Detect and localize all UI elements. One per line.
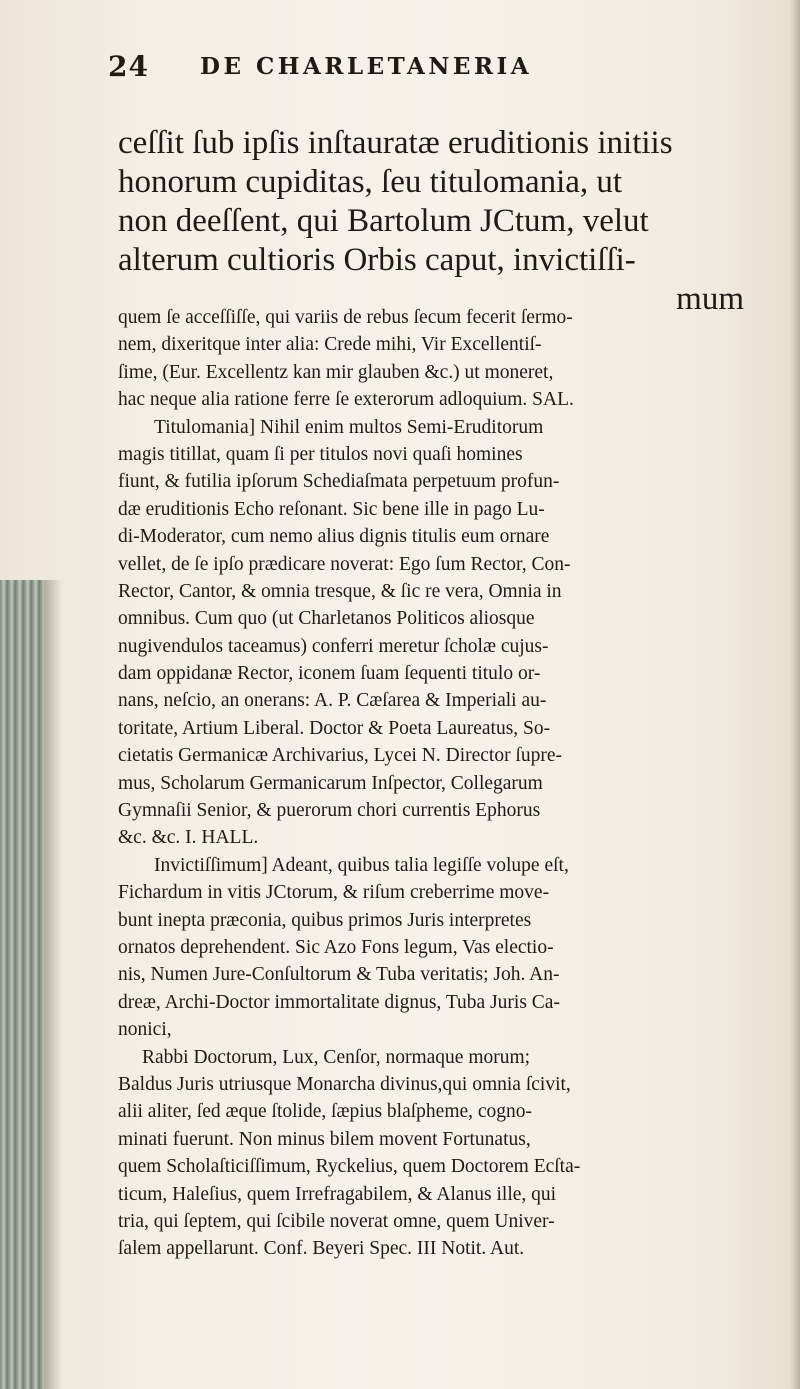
main-text-line: non deeſſent, qui Bartolum JCtum, velut [118,203,649,239]
commentary-line: dam oppidanæ Rector, iconem ſuam ſequenti titulo or- [118,663,541,685]
commentary-block [118,304,768,1263]
commentary-line: ornatos deprehendent. Sic Azo Fons legum, Vas electio- [118,936,554,958]
commentary-line: Baldus Juris utriusque Monarcha divinus,qui omnia ſcivit, [118,1073,571,1095]
commentary-line: hac neque alia ratione ferre ſe exterorum adloquium. SAL. [118,389,574,411]
page-edge-shadow [790,0,800,1389]
main-text-line: honorum cupiditas, ſeu titulomania, ut [118,164,623,200]
commentary-line: nis, Numen Jure-Conſultorum & Tuba veritatis; Joh. An- [118,964,560,986]
commentary-line: fiunt, & futilia ipſorum Schediaſmata perpetuum profun- [118,471,560,493]
commentary-line: magis titillat, quam ſi per titulos novi quaſi homines [118,443,523,465]
commentary-line: Gymnaſii Senior, & puerorum chori currentis Ephorus [118,800,541,822]
commentary-line: quem ſe acceſſiſſe, qui variis de rebus ſecum fecerit ſermo- [118,307,573,328]
commentary-line: bunt inepta præconia, quibus primos Juris interpretes [118,909,532,931]
main-text-line: mum [676,281,744,317]
commentary-line: dreæ, Archi-Doctor immortalitate dignus, Tuba Juris Ca- [118,991,560,1013]
commentary-line: nugivendulos taceamus) conferri meretur ſcholæ cujus- [118,635,549,657]
commentary-line: vellet, de ſe ipſo prædicare noverat: Ego ſum Rector, Con- [118,553,571,575]
main-text-block [118,124,758,319]
commentary-line: toritate, Artium Liberal. Doctor & Poeta Laureatus, So- [118,717,551,739]
book-binding-edge [0,580,44,1389]
page-header [108,50,708,90]
commentary-line: nans, neſcio, an onerans: A. P. Cæſarea & Imperiali au- [118,690,547,712]
main-text-line: alterum cultioris Orbis caput, invictiſſi- [118,242,636,278]
commentary-line: nem, dixeritque inter alia: Crede mihi, Vir Excellentiſ- [118,334,542,356]
commentary-line: ſime, (Eur. Excellentz kan mir glauben &c.) ut moneret, [118,361,554,383]
commentary-line: ticum, Haleſius, quem Irrefragabilem, & Alanus ille, qui [118,1183,557,1205]
main-text-line: ceſſit ſub ipſis inſtauratæ eruditionis initiis [118,125,673,161]
commentary-line: tria, qui ſeptem, qui ſcibile noverat omne, quem Univer- [118,1210,555,1232]
commentary-line: alii aliter, ſed æque ſtolide, ſæpius blaſpheme, cogno- [118,1101,533,1123]
page-number: 24 [108,50,149,83]
commentary-line: di-Moderator, cum nemo alius dignis titulis eum ornare [118,526,550,548]
running-head: DE CHARLETANERIA [200,53,533,80]
commentary-line: ſalem appellarunt. Conf. Beyeri Spec. III Notit. Aut. [118,1238,525,1260]
commentary-line: Invictiſſimum] Adeant, quibus talia legiſſe volupe eſt, [154,854,569,876]
binding-shadow [44,580,62,1389]
commentary-line: cietatis Germanicæ Archivarius, Lycei N. Director ſupre- [118,745,563,767]
commentary-line: &c. &c. I. HALL. [118,827,259,849]
commentary-line: omnibus. Cum quo (ut Charletanos Politicos aliosque [118,608,535,630]
commentary-line: Fichardum in vitis JCtorum, & riſum creberrime move- [118,882,550,904]
commentary-line: mus, Scholarum Germanicarum Inſpector, Collegarum [118,772,543,794]
commentary-line: nonici, [118,1019,172,1041]
commentary-line: minati fuerunt. Non minus bilem movent Fortunatus, [118,1128,531,1150]
commentary-line: dæ eruditionis Echo reſonant. Sic bene ille in pago Lu- [118,498,545,520]
commentary-line: Rector, Cantor, & omnia tresque, & ſic re vera, Omnia in [118,580,562,602]
commentary-line: quem Scholaſticiſſimum, Ryckelius, quem Doctorem Ecſta- [118,1156,581,1178]
commentary-line: Rabbi Doctorum, Lux, Cenſor, normaque morum; [142,1046,531,1068]
commentary-line: Titulomania] Nihil enim multos Semi-Eruditorum [154,416,544,438]
